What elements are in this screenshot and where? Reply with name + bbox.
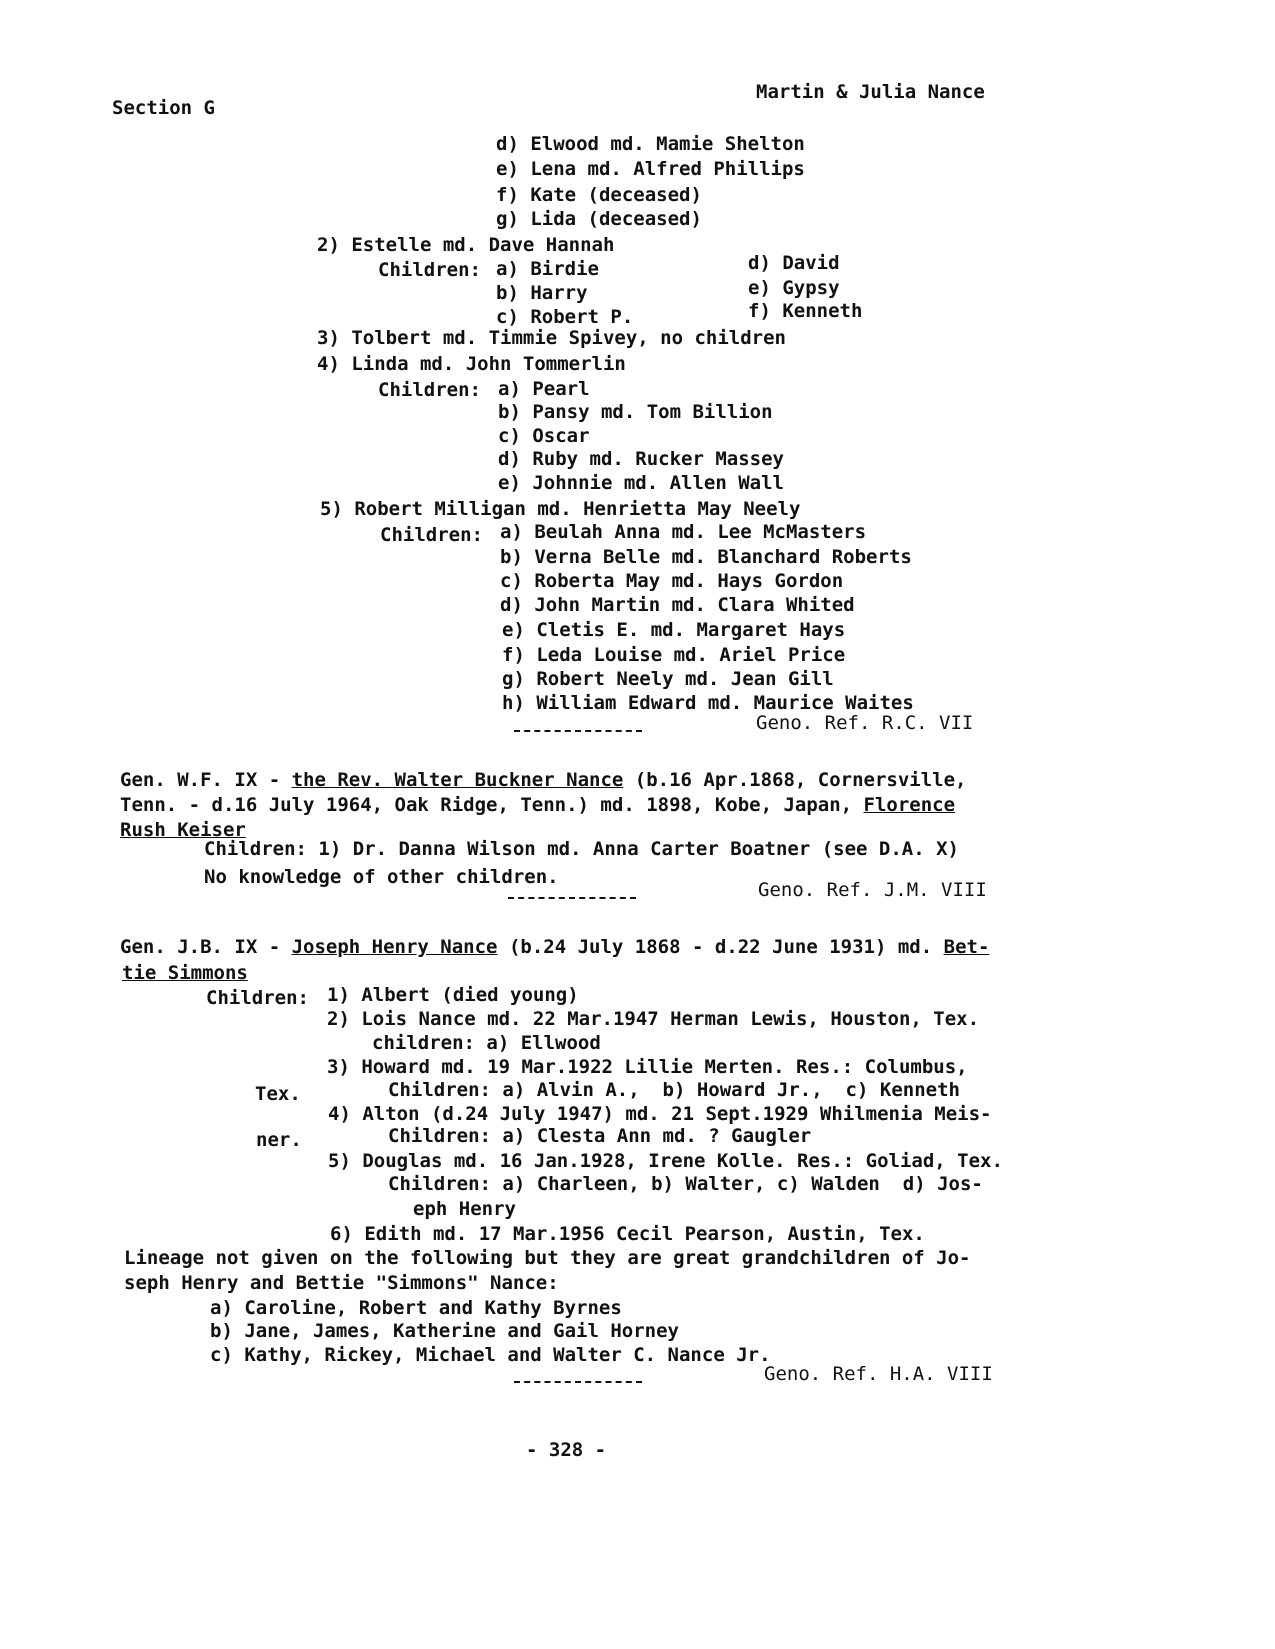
generation-prefix: Gen. J.B. IX - xyxy=(120,936,292,958)
list-item: f) Leda Louise md. Ariel Price xyxy=(502,644,846,666)
list-item: c) Roberta May md. Hays Gordon xyxy=(500,570,844,592)
list-item: eph Henry xyxy=(413,1198,516,1220)
list-item: 2) Lois Nance md. 22 Mar.1947 Herman Lewis, Houston, Tex. xyxy=(327,1008,980,1030)
list-item: h) William Edward md. Maurice Waites xyxy=(502,692,914,714)
entry-tolbert: 3) Tolbert md. Timmie Spivey, no children xyxy=(317,327,786,349)
entry-linda: 4) Linda md. John Tommerlin xyxy=(317,353,626,375)
section-label: Section G xyxy=(112,97,215,119)
spouse-name: tie Simmons xyxy=(122,962,248,984)
list-item: c) Oscar xyxy=(498,425,590,447)
geno-reference: Geno. Ref. R.C. VII xyxy=(756,712,974,734)
list-item: Children: a) Alvin A., b) Howard Jr., c) Kenneth xyxy=(388,1079,960,1101)
list-item: f) Kate (deceased) xyxy=(496,184,702,206)
wrap-text: Tex. xyxy=(255,1083,301,1105)
lineage-note: seph Henry and Bettie "Simmons" Nance: xyxy=(124,1272,559,1294)
list-item: g) Robert Neely md. Jean Gill xyxy=(502,668,834,690)
list-item: a) Beulah Anna md. Lee McMasters xyxy=(500,521,867,543)
entry-walter-line2 xyxy=(120,794,955,816)
spouse-name: Florence xyxy=(863,794,956,816)
list-item: d) Ruby md. Rucker Massey xyxy=(498,448,784,470)
children-label: Children: xyxy=(378,259,481,281)
person-detail: (b.16 Apr.1868, Cornersville, xyxy=(623,769,967,791)
list-item: e) Cletis E. md. Margaret Hays xyxy=(502,619,846,641)
spouse-name: Rush Keiser xyxy=(120,819,246,841)
list-item: b) Harry xyxy=(496,282,588,304)
wrap-text: ner. xyxy=(256,1129,302,1151)
list-item: b) Verna Belle md. Blanchard Roberts xyxy=(500,546,912,568)
children-label: Children: xyxy=(206,987,309,1009)
entry-robert: 5) Robert Milligan md. Henrietta May Neely xyxy=(320,498,801,520)
family-heading: Martin & Julia Nance xyxy=(756,81,985,103)
list-item: e) Lena md. Alfred Phillips xyxy=(496,158,805,180)
page-number: - 328 - xyxy=(526,1439,607,1461)
list-item: g) Lida (deceased) xyxy=(496,208,702,230)
person-detail: (b.24 July 1868 - d.22 June 1931) md. xyxy=(497,936,944,958)
list-item: 4) Alton (d.24 July 1947) md. 21 Sept.1929 Whilmenia Meis- xyxy=(328,1103,992,1125)
list-item: a) Birdie xyxy=(496,258,599,280)
list-item: d) John Martin md. Clara Whited xyxy=(500,594,855,616)
list-item: 3) Howard md. 19 Mar.1922 Lillie Merten. Res.: Columbus, xyxy=(327,1056,968,1078)
section-divider xyxy=(508,897,636,899)
children-label: Children: xyxy=(378,379,481,401)
section-divider xyxy=(514,1381,642,1383)
person-name: Joseph Henry Nance xyxy=(291,936,498,958)
note-text: No knowledge of other children. xyxy=(204,866,559,888)
list-item: a) Caroline, Robert and Kathy Byrnes xyxy=(210,1297,622,1319)
spouse-name: Bet- xyxy=(943,936,990,958)
entry-joseph-line1 xyxy=(120,936,989,958)
list-item: children: a) Ellwood xyxy=(372,1032,601,1054)
list-item: e) Johnnie md. Allen Wall xyxy=(498,472,784,494)
children-entry: Children: 1) Dr. Danna Wilson md. Anna Carter Boatner (see D.A. X) xyxy=(204,838,959,860)
list-item: a) Pearl xyxy=(498,378,590,400)
section-divider xyxy=(514,730,642,732)
list-item: Children: a) Charleen, b) Walter, c) Walden d) Jos- xyxy=(388,1173,983,1195)
person-detail: Tenn. - d.16 July 1964, Oak Ridge, Tenn.) md. 1898, Kobe, Japan, xyxy=(120,794,864,816)
list-item: c) Robert P. xyxy=(496,306,634,328)
list-item: Children: a) Clesta Ann md. ? Gaugler xyxy=(388,1125,812,1147)
list-item: e) Gypsy xyxy=(748,277,840,299)
entry-walter-line1 xyxy=(120,769,967,791)
list-item: d) Elwood md. Mamie Shelton xyxy=(496,133,805,155)
list-item: 1) Albert (died young) xyxy=(327,984,579,1006)
geno-reference: Geno. Ref. J.M. VIII xyxy=(758,879,987,901)
list-item: c) Kathy, Rickey, Michael and Walter C. Nance Jr. xyxy=(210,1344,771,1366)
list-item: f) Kenneth xyxy=(748,300,863,322)
list-item: 5) Douglas md. 16 Jan.1928, Irene Kolle. Res.: Goliad, Tex. xyxy=(328,1150,1003,1172)
geno-reference: Geno. Ref. H.A. VIII xyxy=(764,1363,993,1385)
generation-prefix: Gen. W.F. IX - xyxy=(120,769,292,791)
children-label: Children: xyxy=(380,524,483,546)
list-item: 6) Edith md. 17 Mar.1956 Cecil Pearson, Austin, Tex. xyxy=(330,1223,925,1245)
person-name: the Rev. Walter Buckner Nance xyxy=(291,769,624,791)
list-item: b) Jane, James, Katherine and Gail Horney xyxy=(210,1320,679,1342)
entry-estelle: 2) Estelle md. Dave Hannah xyxy=(317,234,615,256)
list-item: b) Pansy md. Tom Billion xyxy=(498,401,773,423)
list-item: d) David xyxy=(748,252,840,274)
lineage-note: Lineage not given on the following but they are great grandchildren of Jo- xyxy=(124,1247,971,1269)
